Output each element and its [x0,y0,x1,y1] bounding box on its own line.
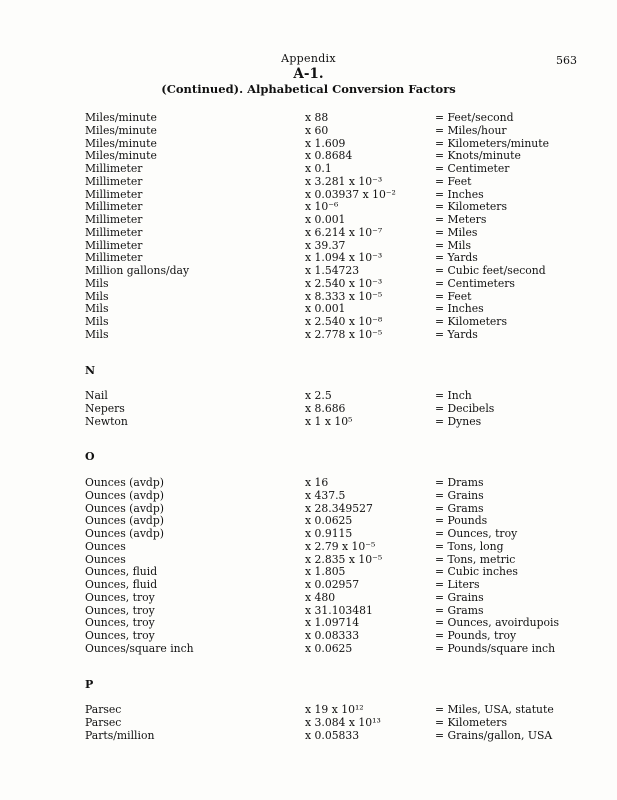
factor-cell: x 0.9115 [305,527,353,541]
result-cell: = Liters [435,578,480,592]
factor-cell: x 16 [305,476,329,490]
result-cell: = Grains [435,488,484,502]
unit-cell: Millimeter [85,162,143,175]
result-cell: = Tons, metric [435,552,516,566]
unit-cell: Newton [85,414,128,428]
unit-cell: Nepers [85,401,125,415]
factor-cell: x 28.349527 [305,501,373,515]
table-row [85,227,575,240]
result-cell: = Yards [435,251,478,265]
table-row [85,163,575,176]
factor-cell: x 1.09714 [305,616,360,630]
result-cell: = Drams [435,476,484,490]
unit-cell: Millimeter [85,238,143,252]
result-cell: = Feet [435,289,472,303]
table-row [85,643,575,656]
factor-cell: x 0.1 [305,162,332,175]
result-cell: = Dynes [435,414,482,428]
table-row [85,541,575,554]
unit-cell: Ounces, troy [85,603,155,617]
unit-cell: Million gallons/day [85,264,190,277]
factor-cell: x 480 [305,590,336,604]
section-letter: P [85,677,94,691]
result-cell: = Meters [435,213,487,226]
section-letter: N [85,363,96,377]
unit-cell: Ounces, troy [85,629,155,643]
unit-cell: Millimeter [85,213,143,226]
result-cell: = Cubic feet/second [435,264,546,277]
unit-cell: Ounces (avdp) [85,488,164,502]
result-cell: = Grams [435,603,484,617]
unit-cell: Ounces (avdp) [85,527,164,541]
factor-cell: x 2.778 x 10⁻⁵ [305,327,383,341]
result-cell: = Miles/hour [435,123,507,137]
factor-cell: x 0.03937 x 10⁻² [305,187,396,201]
result-cell: = Inch [435,389,472,403]
result-cell: = Ounces, troy [435,527,518,541]
table-section [85,679,575,743]
result-cell: = Knots/minute [435,149,521,163]
table-row [85,403,575,416]
table-row [85,730,575,743]
table-row [85,265,575,278]
factor-cell: x 2.835 x 10⁻⁵ [305,552,383,566]
result-cell: = Feet/second [435,111,514,124]
result-cell: = Grains [435,590,484,604]
factor-cell: x 39.37 [305,238,346,252]
factor-cell: x 2.540 x 10⁻³ [305,276,383,290]
unit-cell: Ounces (avdp) [85,501,164,515]
unit-cell: Ounces, troy [85,590,155,604]
result-cell: = Kilometers [435,200,508,214]
result-cell: = Cubic inches [435,565,518,579]
factor-cell: x 0.001 [305,302,346,316]
table-row [85,176,575,189]
table-section [85,112,575,342]
factor-cell: x 2.5 [305,389,332,403]
result-cell: = Inches [435,187,484,201]
result-cell: = Mils [435,238,471,252]
unit-cell: Ounces [85,539,126,553]
factor-cell: x 1 x 10⁵ [305,414,353,428]
table-section [85,451,575,655]
factor-cell: x 3.084 x 10¹³ [305,716,381,730]
table-row [85,592,575,605]
unit-cell: Ounces (avdp) [85,476,164,490]
factor-cell: x 2.79 x 10⁻⁵ [305,539,376,553]
factor-cell: x 88 [305,111,329,124]
table-row [85,214,575,227]
unit-cell: Parsec [85,716,122,730]
unit-cell: Miles/minute [85,149,157,163]
factor-cell: x 60 [305,123,329,137]
factor-cell: x 437.5 [305,488,346,502]
result-cell: = Pounds/square inch [435,641,556,655]
result-cell: = Centimeters [435,276,515,290]
unit-cell: Ounces (avdp) [85,514,164,528]
factor-cell: x 0.02957 [305,578,360,592]
result-cell: = Kilometers/minute [435,136,549,150]
result-cell: = Inches [435,302,484,316]
table-row [85,112,575,125]
result-cell: = Feet [435,174,472,188]
factor-cell: x 0.0625 [305,641,353,655]
result-cell: = Pounds [435,514,488,528]
result-cell: = Kilometers [435,716,508,730]
unit-cell: Millimeter [85,200,143,214]
table-row [85,125,575,138]
factor-cell: x 0.05833 [305,728,360,742]
factor-cell: x 0.08333 [305,629,360,643]
result-cell: = Centimeter [435,162,510,175]
factor-cell: x 6.214 x 10⁻⁷ [305,225,383,239]
unit-cell: Ounces, fluid [85,578,158,592]
result-cell: = Tons, long [435,539,504,553]
factor-cell: x 1.54723 [305,264,360,277]
factor-cell: x 8.333 x 10⁻⁵ [305,289,383,303]
factor-cell: x 0.001 [305,213,346,226]
factor-cell: x 0.8684 [305,149,353,163]
unit-cell: Millimeter [85,225,143,239]
unit-cell: Mils [85,327,109,341]
result-cell: = Kilometers [435,315,508,328]
unit-cell: Nail [85,389,108,403]
table-row [85,278,575,291]
factor-cell: x 2.540 x 10⁻⁸ [305,315,383,328]
running-header: Appendix [281,52,336,65]
unit-cell: Mils [85,315,109,328]
table-section [85,365,575,429]
conversion-table [85,112,575,743]
unit-cell: Miles/minute [85,123,157,137]
unit-cell: Parsec [85,703,122,717]
page-number: 563 [556,54,577,67]
factor-cell: x 1.094 x 10⁻³ [305,251,383,265]
unit-cell: Mils [85,289,109,303]
unit-cell: Ounces/square inch [85,641,194,655]
table-subtitle: (Continued). Alphabetical Conversion Factors [161,82,456,96]
result-cell: = Grains/gallon, USA [435,728,553,742]
table-row [85,316,575,329]
table-row [85,630,575,643]
result-cell: = Pounds, troy [435,629,517,643]
factor-cell: x 3.281 x 10⁻³ [305,174,383,188]
table-row [85,416,575,429]
factor-cell: x 1.805 [305,565,346,579]
result-cell: = Ounces, avoirdupois [435,616,560,630]
result-cell: = Decibels [435,401,495,415]
factor-cell: x 8.686 [305,401,346,415]
unit-cell: Mils [85,276,109,290]
section-letter: O [85,450,95,464]
table-row [85,717,575,730]
result-cell: = Miles [435,225,478,239]
factor-cell: x 19 x 10¹² [305,703,364,717]
table-row [85,329,575,342]
table-row [85,579,575,592]
table-row [85,477,575,490]
unit-cell: Millimeter [85,187,143,201]
unit-cell: Ounces, fluid [85,565,158,579]
factor-cell: x 1.609 [305,136,346,150]
unit-cell: Ounces, troy [85,616,155,630]
unit-cell: Parts/million [85,728,155,742]
factor-cell: x 0.0625 [305,514,353,528]
result-cell: = Grams [435,501,484,515]
unit-cell: Millimeter [85,251,143,265]
table-row [85,490,575,503]
factor-cell: x 10⁻⁶ [305,200,339,214]
table-row [85,528,575,541]
unit-cell: Ounces [85,552,126,566]
unit-cell: Millimeter [85,174,143,188]
table-title: A-1. [293,66,324,82]
result-cell: = Miles, USA, statute [435,703,554,717]
unit-cell: Mils [85,302,109,316]
unit-cell: Miles/minute [85,136,157,150]
unit-cell: Miles/minute [85,111,157,124]
factor-cell: x 31.103481 [305,603,373,617]
result-cell: = Yards [435,327,478,341]
